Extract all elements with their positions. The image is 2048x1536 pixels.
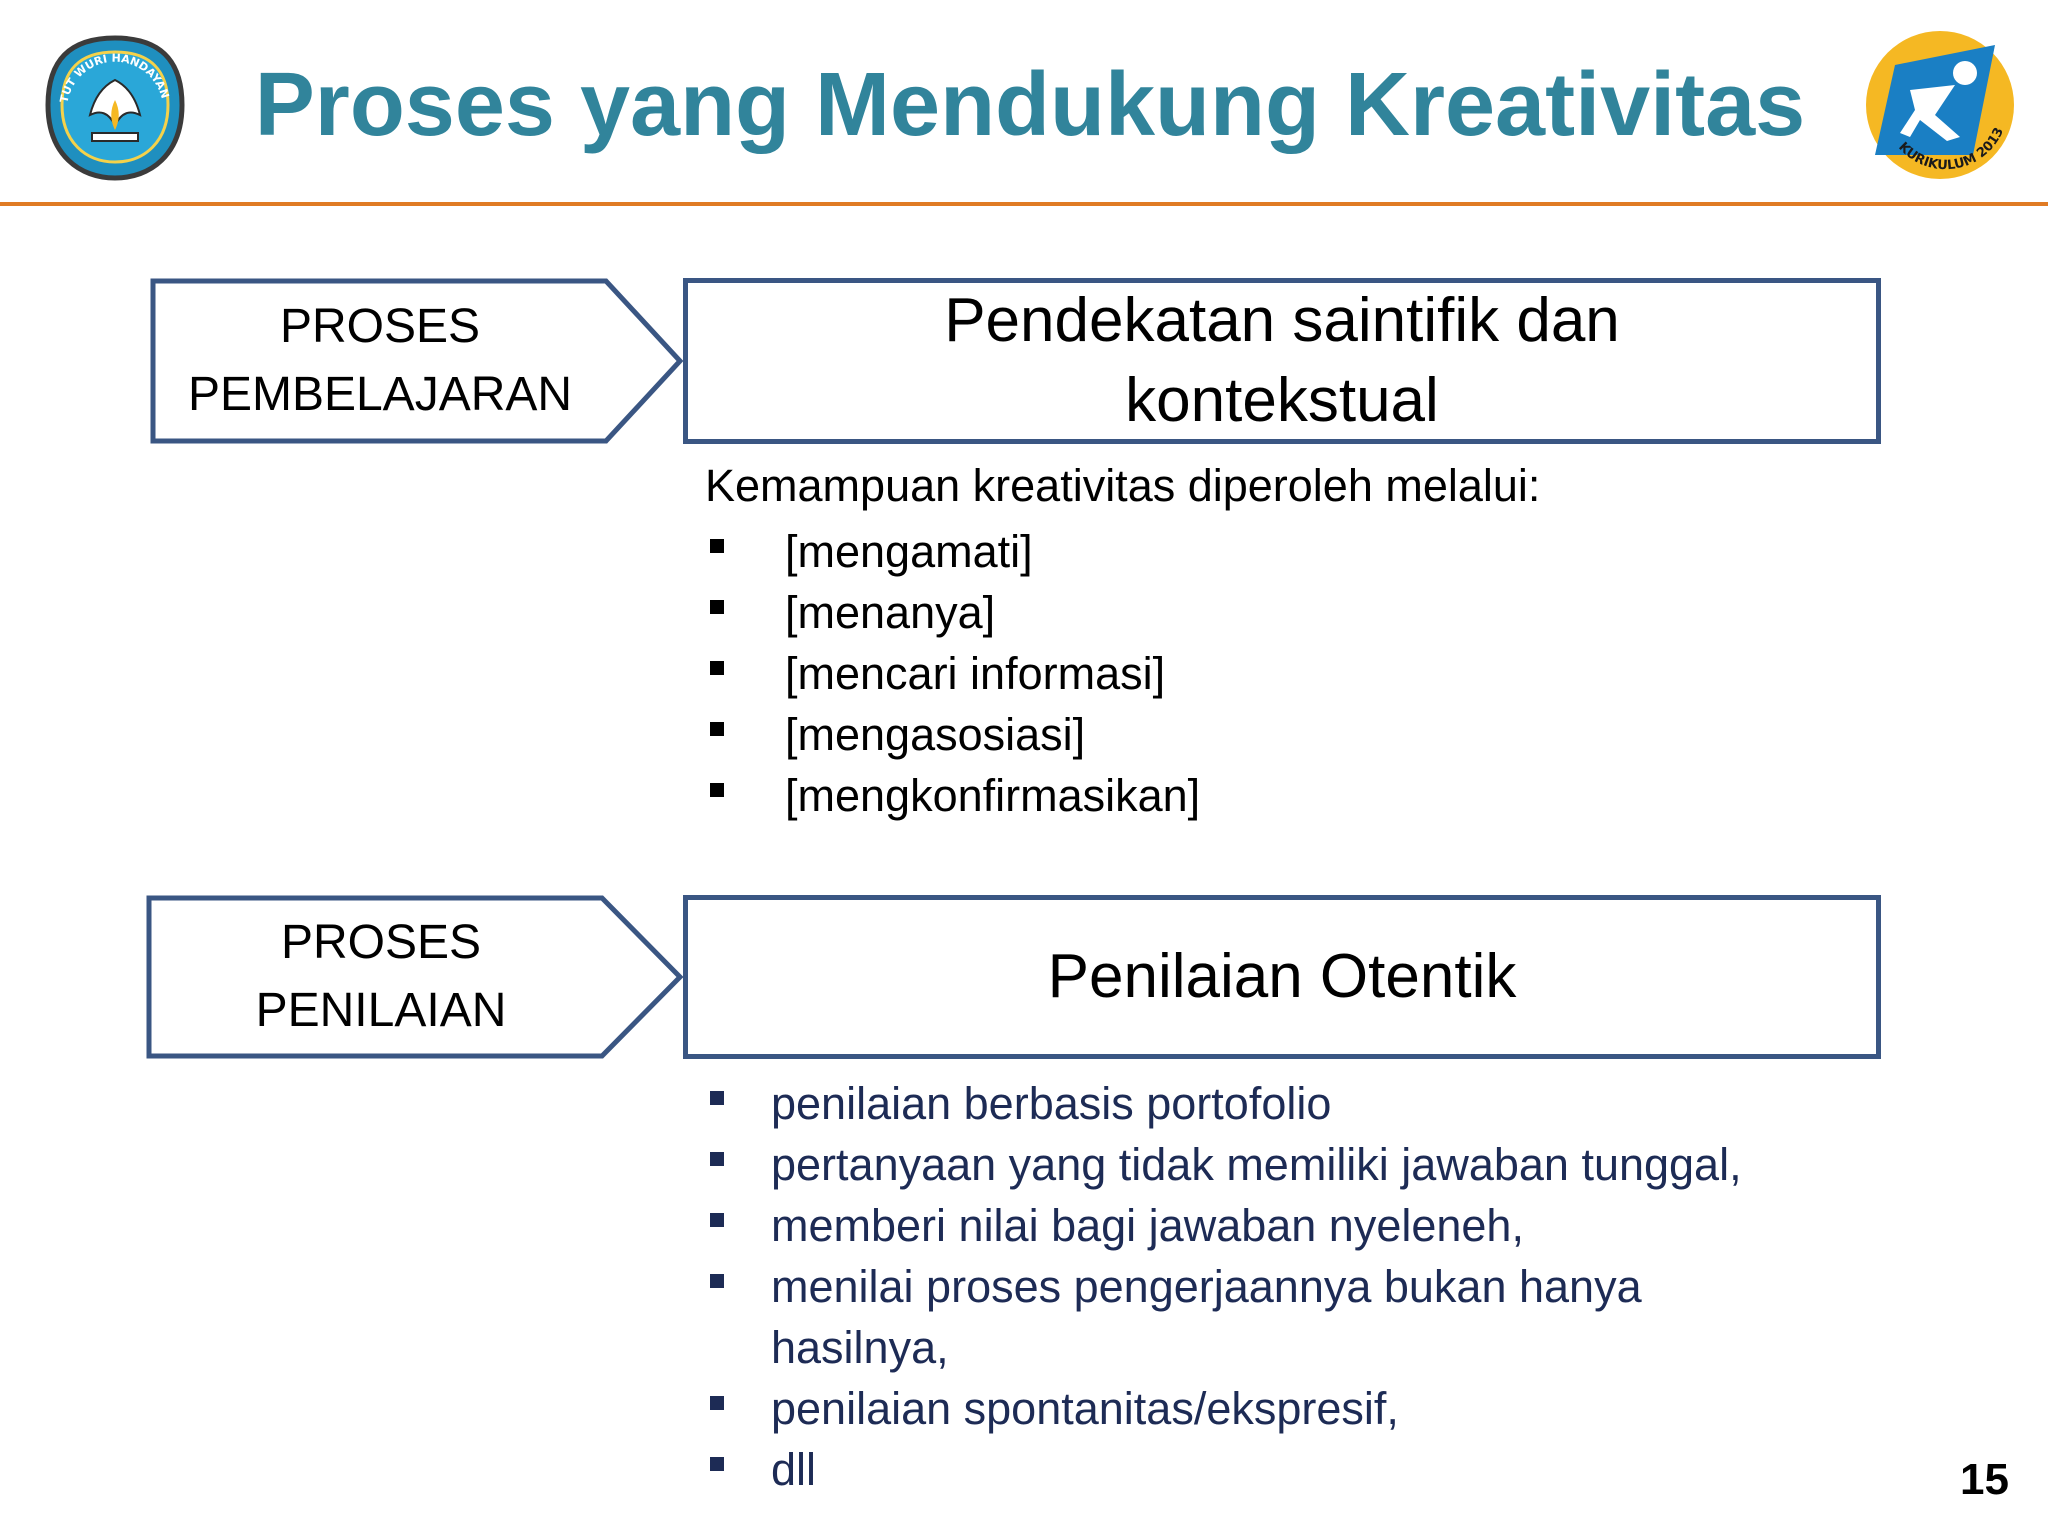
square-bullet-icon bbox=[710, 1213, 724, 1227]
box-penilaian-otentik: Penilaian Otentik bbox=[683, 895, 1881, 1059]
penilaian-list bbox=[705, 1073, 1821, 1500]
list-item: dll bbox=[705, 1439, 1821, 1500]
intro-text: Kemampuan kreativitas diperoleh melalui: bbox=[705, 460, 1541, 511]
chevron-label: PROSES PENILAIAN bbox=[255, 916, 507, 1037]
square-bullet-icon bbox=[710, 539, 724, 553]
list-item: pertanyaan yang tidak memiliki jawaban tunggal, bbox=[705, 1134, 1821, 1195]
box-line-2: kontekstual bbox=[1125, 366, 1439, 435]
square-bullet-icon bbox=[710, 1457, 724, 1471]
logo-right-text: KURIKULUM 2013 bbox=[1895, 125, 2008, 174]
chevron-proses-pembelajaran bbox=[150, 278, 686, 444]
tut-wuri-handayani-emblem-icon bbox=[40, 30, 190, 185]
square-bullet-icon bbox=[710, 783, 724, 797]
list-item: penilaian berbasis portofolio bbox=[705, 1073, 1821, 1134]
square-bullet-icon bbox=[710, 722, 724, 736]
chevron-label-line1: PROSES bbox=[279, 300, 481, 353]
square-bullet-icon bbox=[710, 1152, 724, 1166]
square-bullet-icon bbox=[710, 661, 724, 675]
square-bullet-icon bbox=[710, 600, 724, 614]
page-number: 15 bbox=[1960, 1455, 2009, 1504]
square-bullet-icon bbox=[710, 1396, 724, 1410]
box-line-1: Pendekatan saintifik dan bbox=[944, 286, 1620, 355]
box-pendekatan-saintifik bbox=[683, 278, 1881, 444]
tut-wuri-handayani-logo bbox=[40, 30, 190, 185]
square-bullet-icon bbox=[710, 1091, 724, 1105]
chevron-label bbox=[160, 278, 600, 444]
header-divider bbox=[0, 202, 2048, 206]
chevron-proses-penilaian bbox=[146, 895, 686, 1059]
logo-left-text: TUT WURI HANDAYAN bbox=[57, 51, 172, 104]
list-item: memberi nilai bagi jawaban nyeleneh, bbox=[705, 1195, 1821, 1256]
slide-title: Proses yang Mendukung Kreativitas bbox=[254, 55, 1806, 155]
list-item: penilaian spontanitas/ekspresif, bbox=[705, 1378, 1821, 1439]
kurikulum-2013-logo bbox=[1855, 25, 2025, 185]
kurikulum-2013-logo-icon bbox=[1855, 25, 2025, 185]
square-bullet-icon bbox=[710, 1274, 724, 1288]
chevron-label-line2: PEMBELAJARAN bbox=[187, 368, 573, 421]
list-item: menilai proses pengerjaannya bukan hanya hasilnya, bbox=[705, 1256, 1821, 1378]
